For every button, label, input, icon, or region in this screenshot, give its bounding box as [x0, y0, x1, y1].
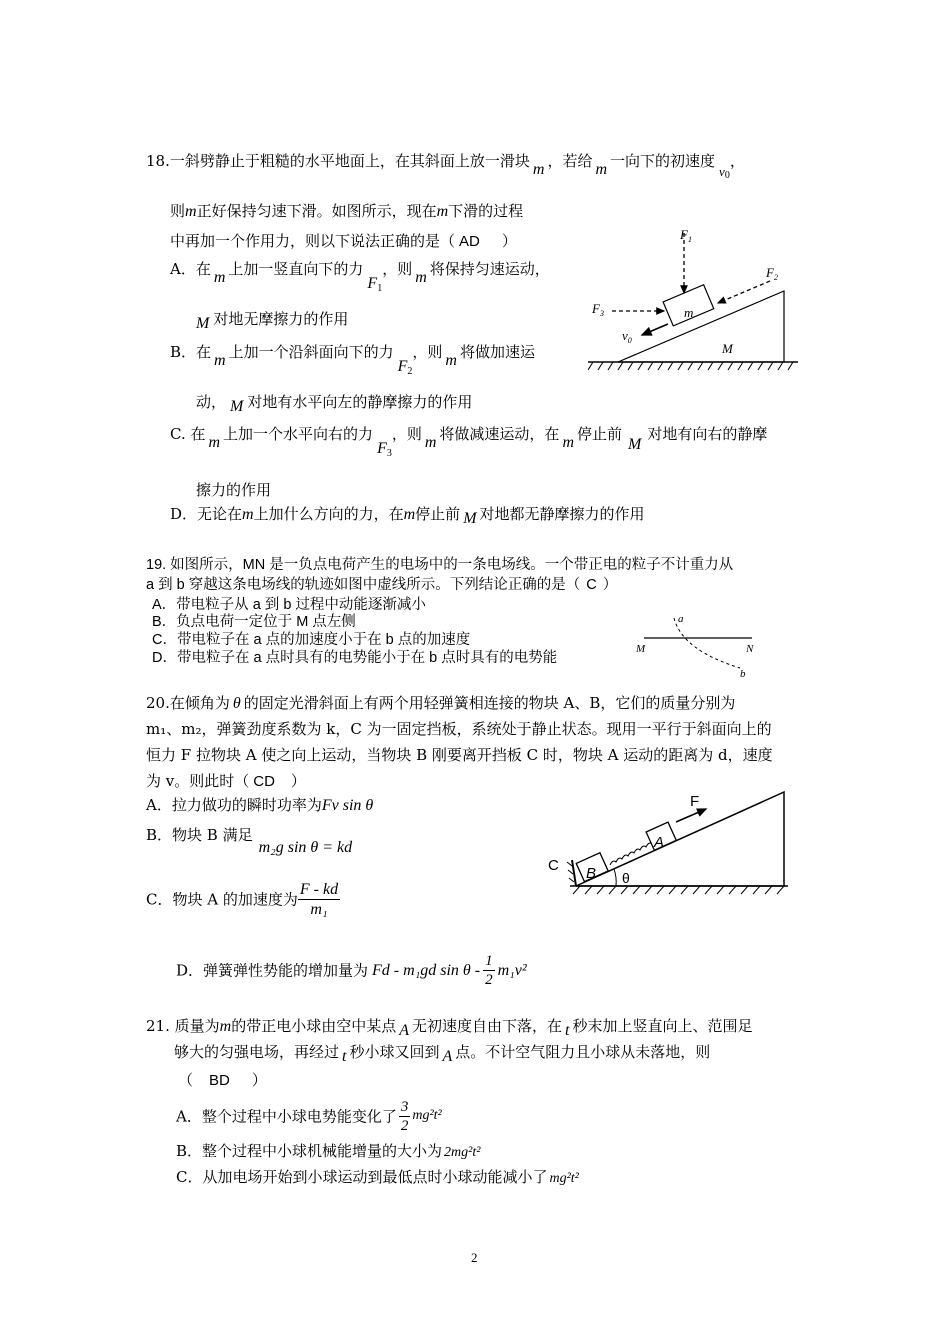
q18-option-a-line1: A．在 m 上加一竖直向下的力$F_1$，则 m 将保持匀速运动， — [170, 260, 550, 294]
q20-option-d: D．弹簧弹性势能的增加量为 Fd - m₁gd sin θ - $\frac{1}{2}$ m₁v² — [176, 953, 527, 988]
label-N: N — [746, 643, 754, 655]
q20-incline-figure — [540, 786, 800, 898]
trajectory-dashed — [674, 618, 740, 668]
q18-option-d: D．无论在m上加什么方向的力，在m停止前 M 对地都无静摩擦力的作用 — [170, 505, 645, 527]
label-C: C — [548, 857, 559, 874]
force-f-arrow — [676, 809, 706, 822]
q20-stem-line1: 20.在倾角为 θ 的固定光滑斜面上有两个用轻弹簧相连接的物块 A、B，它们的质量分别为 — [146, 694, 736, 712]
q20-option-c: C．物块 A 的加速度为 $\frac{F - kd}{\text{m₁}}$ — [146, 881, 339, 919]
label-a: a — [678, 613, 684, 625]
q18-option-a-line2: M 对地无摩擦力的作用 — [196, 310, 349, 332]
theta-arc — [614, 869, 616, 886]
q19-field-figure — [632, 610, 762, 680]
q20-option-b: B．物块 B 满足m₂g sin θ = kd — [146, 826, 353, 856]
label-theta: θ — [622, 870, 630, 886]
q18-stem-line1: 18.一斜劈静止于粗糙的水平地面上，在其斜面上放一滑块 m ，若给 m 一向下的初速度$v_0$， — [146, 152, 745, 181]
label-m: m — [684, 305, 694, 320]
q19-option-d: D．带电粒子在 a 点时具有的电势能小于在 b 点时具有的电势能 — [152, 650, 558, 666]
q20-stem-line2: m₁、m₂，弹簧劲度系数为 k，C 为一固定挡板，系统处于静止状态。现用一平行于斜面向上的 — [146, 720, 772, 738]
velocity-v0-arrow — [642, 324, 668, 335]
q19-stem-line2: a 到 b 穿越这条电场线的轨迹如图中虚线所示。下列结论正确的是（ C ） — [146, 577, 618, 593]
q19-stem-line1: 19. 如图所示，MN 是一负点电荷产生的电场中的一条电场线。一个带正电的粒子不计重力从 — [146, 557, 734, 573]
q19-option-a: A．带电粒子从 a 到 b 过程中动能逐渐减小 — [152, 597, 426, 613]
q21-stem-line2: 够大的匀强电场，再经过 t 秒小球又回到 A 点。不计空气阻力且小球从未落地，则 — [174, 1043, 711, 1065]
label-M: M — [636, 643, 646, 655]
ground-hatch — [588, 362, 793, 370]
stopper-c — [572, 860, 576, 886]
q18-option-c-line1: C. 在 m 上加一个水平向右的力$F_3$，则 m 将做减速运动，在 m 停止前M对地有向右的静摩 — [170, 425, 768, 459]
q18-stem-line3: 中再加一个作用力，则以下说法正确的是（ AD ） — [170, 232, 517, 250]
q21-stem-line3: （ BD ） — [178, 1071, 267, 1089]
q21-option-a: A．整个过程中小球电势能变化了 $\frac{3}{2}$ mg²t² — [176, 1099, 442, 1134]
q19-option-b: B．负点电荷一定位于 M 点左侧 — [152, 614, 356, 630]
label-f1: $F_1$ — [680, 227, 692, 244]
q18-wedge-figure — [588, 225, 808, 375]
q21-option-b: B．整个过程中小球机械能增量的大小为 2mg²t² — [176, 1142, 481, 1160]
page-number: 2 — [471, 1250, 478, 1265]
label-B: B — [586, 865, 597, 882]
q18-option-b-line2: 动， M 对地有水平向左的静摩擦力的作用 — [196, 393, 473, 415]
label-b: b — [740, 668, 746, 680]
label-f2: $F_2$ — [766, 265, 778, 282]
q18-option-c-line2: 擦力的作用 — [196, 481, 272, 499]
label-v0: $v_0$ — [622, 328, 632, 345]
ground-hatch — [573, 886, 784, 894]
q18-option-b-line1: B．在 m 上加一个沿斜面向下的力$F_2$，则 m 将做加速运 — [170, 343, 535, 377]
q18-stem-line2: 则m正好保持匀速下滑。如图所示，现在m下滑的过程 — [170, 202, 524, 220]
label-M: M — [722, 341, 733, 356]
q20-stem-line3: 恒力 F 拉物块 A 使之向上运动，当物块 B 刚要离开挡板 C 时，物块 A 运动的距离为 d，速度 — [146, 746, 773, 764]
q20-option-a: A．拉力做功的瞬时功率为Fv sin θ — [146, 796, 374, 814]
q19-option-c: C．带电粒子在 a 点的加速度小于在 b 点的加速度 — [152, 632, 471, 648]
q21-stem-line1: 21. 质量为m的带正电小球由空中某点 A 无初速度自由下落，在 t 秒末加上竖直向上、范围足 — [146, 1017, 753, 1039]
label-A: A — [654, 834, 665, 851]
label-F: F — [690, 793, 700, 810]
q21-option-c: C．从加电场开始到小球运动到最低点时小球动能减小了 mg²t² — [176, 1168, 579, 1186]
label-f3: $F_3$ — [592, 301, 604, 318]
q20-stem-line4: 为 v。则此时（ CD ） — [146, 772, 306, 790]
